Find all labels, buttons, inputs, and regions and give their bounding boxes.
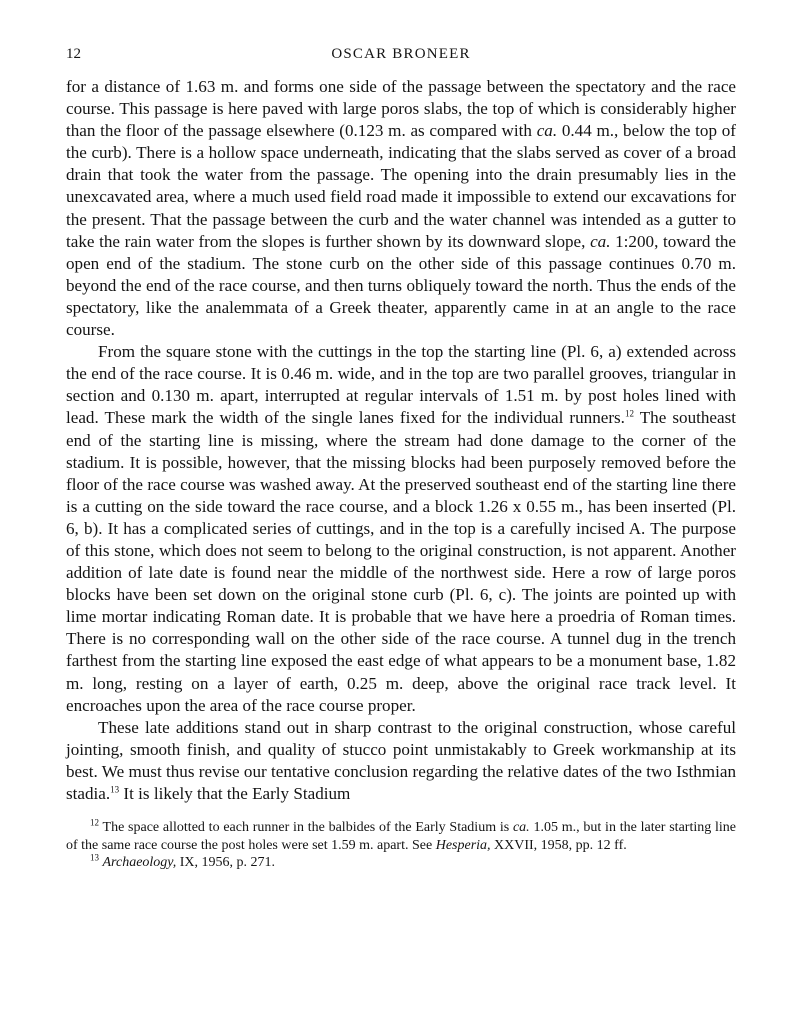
footnote-ref: 13: [90, 852, 99, 863]
paragraph: [66, 341, 736, 717]
italic-text: ca.: [590, 231, 611, 251]
running-title: OSCAR BRONEER: [331, 46, 471, 62]
text-run: 1.05 m., but in the later starting line of the same race course the post holes were set 1.59 m. apart. See: [66, 820, 736, 853]
text-run: 1:200, toward the open end of the stadium. The stone curb on the other side of this passage continues 0.70 m. beyond the end of the race course, and then turns obliquely toward the north. Thus the ends of the spectatory, like the analemmata of a Greek theater, apparently came in at an angle to the race course.: [66, 231, 736, 340]
text-run: for a distance of 1.63 m. and forms one side of the passage between the spectatory and the race course. This passage is here paved with large poros slabs, the top of which is considerably higher than the floor of the passage elsewhere (0.123 m. as compared with: [66, 77, 736, 141]
text-run: 0.44 m., below the top of the curb). There is a hollow space underneath, indicating that the slabs served as cover of a broad drain that took the water from the passage. The opening into the drain presumably lies in the unexcavated area, where a much used field road made it impossible to extend our excavations for the present. That the passage between the curb and the water channel was intended as a gutter to take the rain water from the slopes is further shown by its downward slope,: [66, 121, 736, 251]
book-page: [66, 46, 736, 872]
footnote-separator: [66, 805, 736, 819]
footnote-ref: 13: [110, 784, 120, 795]
italic-text: Hesperia,: [435, 837, 491, 853]
italic-text: ca.: [512, 820, 530, 836]
text-run: From the square stone with the cuttings in the top the starting line (Pl. 6, a) extended across the end of the race course. It is 0.46 m. wide, and in the top are two parallel grooves, triangular in section and 0.130 m. apart, interrupted at regular intervals of 1.51 m. by post holes lined with lead. These mark the width of the single lanes fixed for the individual runners.: [66, 342, 736, 428]
page-header: [66, 46, 736, 76]
text-run: The space allotted to each runner in the balbides of the Early Stadium is: [99, 820, 513, 836]
footnote: [66, 854, 736, 872]
text-run: XXVII, 1958, pp. 12 ff.: [490, 837, 627, 853]
italic-text: Archaeology,: [102, 855, 177, 871]
text-run: IX, 1956, p. 271.: [176, 855, 276, 871]
footnote-ref: 12: [90, 817, 99, 828]
paragraph: [66, 76, 736, 341]
text-run: It is likely that the Early Stadium: [119, 784, 351, 803]
text-run: These late additions stand out in sharp contrast to the original construction, whose careful jointing, smooth finish, and quality of stucco point unmistakably to Greek workmanship at its best. We must thus revise our tentative conclusion regarding the relative dates of the two Isthmian stadia.: [66, 717, 736, 803]
paragraph: [66, 717, 736, 805]
footnotes: [66, 819, 736, 872]
italic-text: ca.: [536, 121, 558, 141]
footnote-ref: 12: [624, 408, 634, 419]
footnote: [66, 819, 736, 854]
text-run: The southeast end of the starting line is missing, where the stream had done damage to the corner of the stadium. It is possible, however, that the missing blocks had been purposely removed before the floor of the race course was washed away. At the preserved southeast end of the starting line there is a cutting on the side toward the race course, and a block 1.26 x 0.55 m., has been inserted (Pl. 6, b). It has a complicated series of cuttings, and in the top is a carefully incised A. The purpose of this stone, which does not seem to belong to the original construction, is not apparent. Another addition of late date is found near the middle of the northwest side. Here a row of large poros blocks have been set down on the original stone curb (Pl. 6, c). The joints are pointed up with lime mortar indicating Roman date. It is probable that we have here a proedria of Roman times. There is no corresponding wall on the other side of the race course. A tunnel dug in the trench farthest from the starting line exposed the east edge of what appears to be a monument base, 1.82 m. long, resting on a layer of earth, 0.25 m. deep, above the original race track level. It encroaches upon the area of the race course proper.: [66, 408, 736, 715]
page-number: 12: [66, 46, 81, 62]
body-text: [66, 76, 736, 805]
